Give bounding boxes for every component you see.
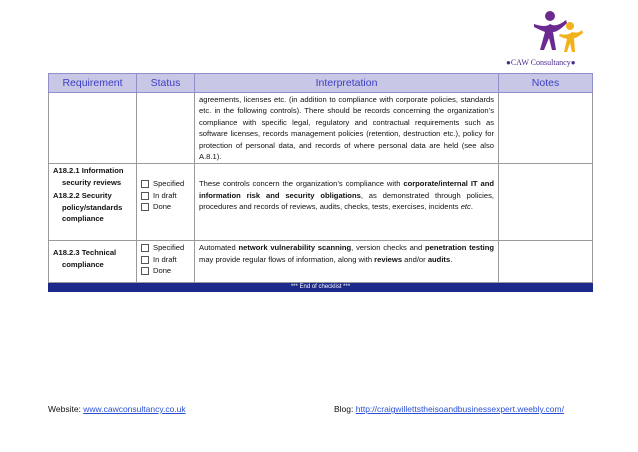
table-header-row	[49, 74, 593, 93]
interpretation-cell	[195, 93, 499, 164]
checkbox-icon[interactable]	[141, 203, 149, 211]
status-label: Specified	[153, 243, 185, 253]
requirement-cell	[49, 164, 137, 241]
checkbox-icon[interactable]	[141, 267, 149, 275]
checkbox-icon[interactable]	[141, 192, 149, 200]
status-option-specified[interactable]	[141, 178, 190, 189]
table-row	[49, 93, 593, 164]
footer-website	[48, 404, 186, 414]
interpretation-text: agreements, licenses etc. (in addition to compliance with corporate policies, standards etc. in the following controls). There should be records concerning the organization’s compliance with specific legal, regulatory and contractual requirements such as software licenses, records management policies (retention, destruction etc.), policy for protection of personal data, and records of where personal data are held (see also A.8.1).	[199, 95, 494, 162]
end-of-checklist-row	[49, 283, 593, 292]
status-option-specified[interactable]	[141, 242, 190, 253]
website-link[interactable]: www.cawconsultancy.co.uk	[83, 404, 186, 414]
interpretation-bold: corporate/internal IT and information risk and security obligations	[199, 179, 494, 200]
brand-name: ●CAW Consultancy●	[506, 58, 576, 67]
website-label: Website:	[48, 404, 84, 414]
column-header-requirement: Requirement	[49, 74, 137, 93]
table-row	[49, 241, 593, 283]
status-cell	[137, 93, 195, 164]
interpretation-bold: reviews	[374, 254, 403, 264]
requirement-item: A18.2.1 Information security reviews	[53, 166, 124, 187]
requirement-item: A18.2.2 Security policy/standards compliance	[53, 191, 123, 224]
interpretation-text: These controls concern the organization’s compliance with	[199, 179, 404, 189]
end-of-checklist-label: *** End of checklist ***	[49, 283, 593, 292]
interpretation-italic: etc	[460, 202, 471, 212]
notes-cell[interactable]	[499, 164, 593, 241]
column-header-interpretation: Interpretation	[195, 74, 499, 93]
column-header-status: Status	[137, 74, 195, 93]
interpretation-text: and/or	[402, 254, 428, 264]
interpretation-cell	[195, 241, 499, 283]
interpretation-text: , as demonstrated through policies, procedures and records of reviews, audits, checks, tests, exercises, incidents	[199, 190, 494, 212]
interpretation-text: , version checks and	[351, 243, 425, 253]
checkbox-icon[interactable]	[141, 180, 149, 188]
status-cell	[137, 241, 195, 283]
status-option-done[interactable]	[141, 201, 190, 212]
interpretation-bold: audits	[427, 254, 451, 264]
status-cell	[137, 164, 195, 241]
status-label: Specified	[153, 179, 185, 189]
status-label: In draft	[153, 254, 177, 264]
status-label: In draft	[153, 190, 177, 200]
requirement-item: A18.2.3 Technical compliance	[53, 248, 117, 269]
interpretation-bold: penetration testing	[425, 243, 494, 253]
table-row	[49, 164, 593, 241]
status-option-in-draft[interactable]	[141, 190, 190, 201]
checkbox-icon[interactable]	[141, 244, 149, 252]
checklist-table	[48, 73, 593, 292]
notes-cell[interactable]	[499, 93, 593, 164]
column-header-notes: Notes	[499, 74, 593, 93]
interpretation-text: .	[470, 202, 473, 212]
blog-link[interactable]: http://craigwillettstheisoandbusinessexpert.weebly.com/	[355, 404, 564, 414]
interpretation-cell	[195, 164, 499, 241]
interpretation-text: may provide regular flows of information, along with	[199, 254, 375, 264]
interpretation-text: .	[450, 254, 453, 264]
blog-label: Blog:	[334, 404, 356, 414]
checkbox-icon[interactable]	[141, 256, 149, 264]
status-option-in-draft[interactable]	[141, 254, 190, 265]
status-label: Done	[153, 266, 172, 276]
status-option-done[interactable]	[141, 265, 190, 276]
requirement-cell	[49, 241, 137, 283]
notes-cell[interactable]	[499, 241, 593, 283]
interpretation-bold: network vulnerability scanning	[238, 243, 352, 253]
interpretation-text: Automated	[199, 243, 239, 253]
footer-blog	[334, 404, 564, 414]
status-label: Done	[153, 202, 172, 212]
requirement-cell	[49, 93, 137, 164]
brand-name-text: CAW Consultancy	[510, 58, 571, 67]
